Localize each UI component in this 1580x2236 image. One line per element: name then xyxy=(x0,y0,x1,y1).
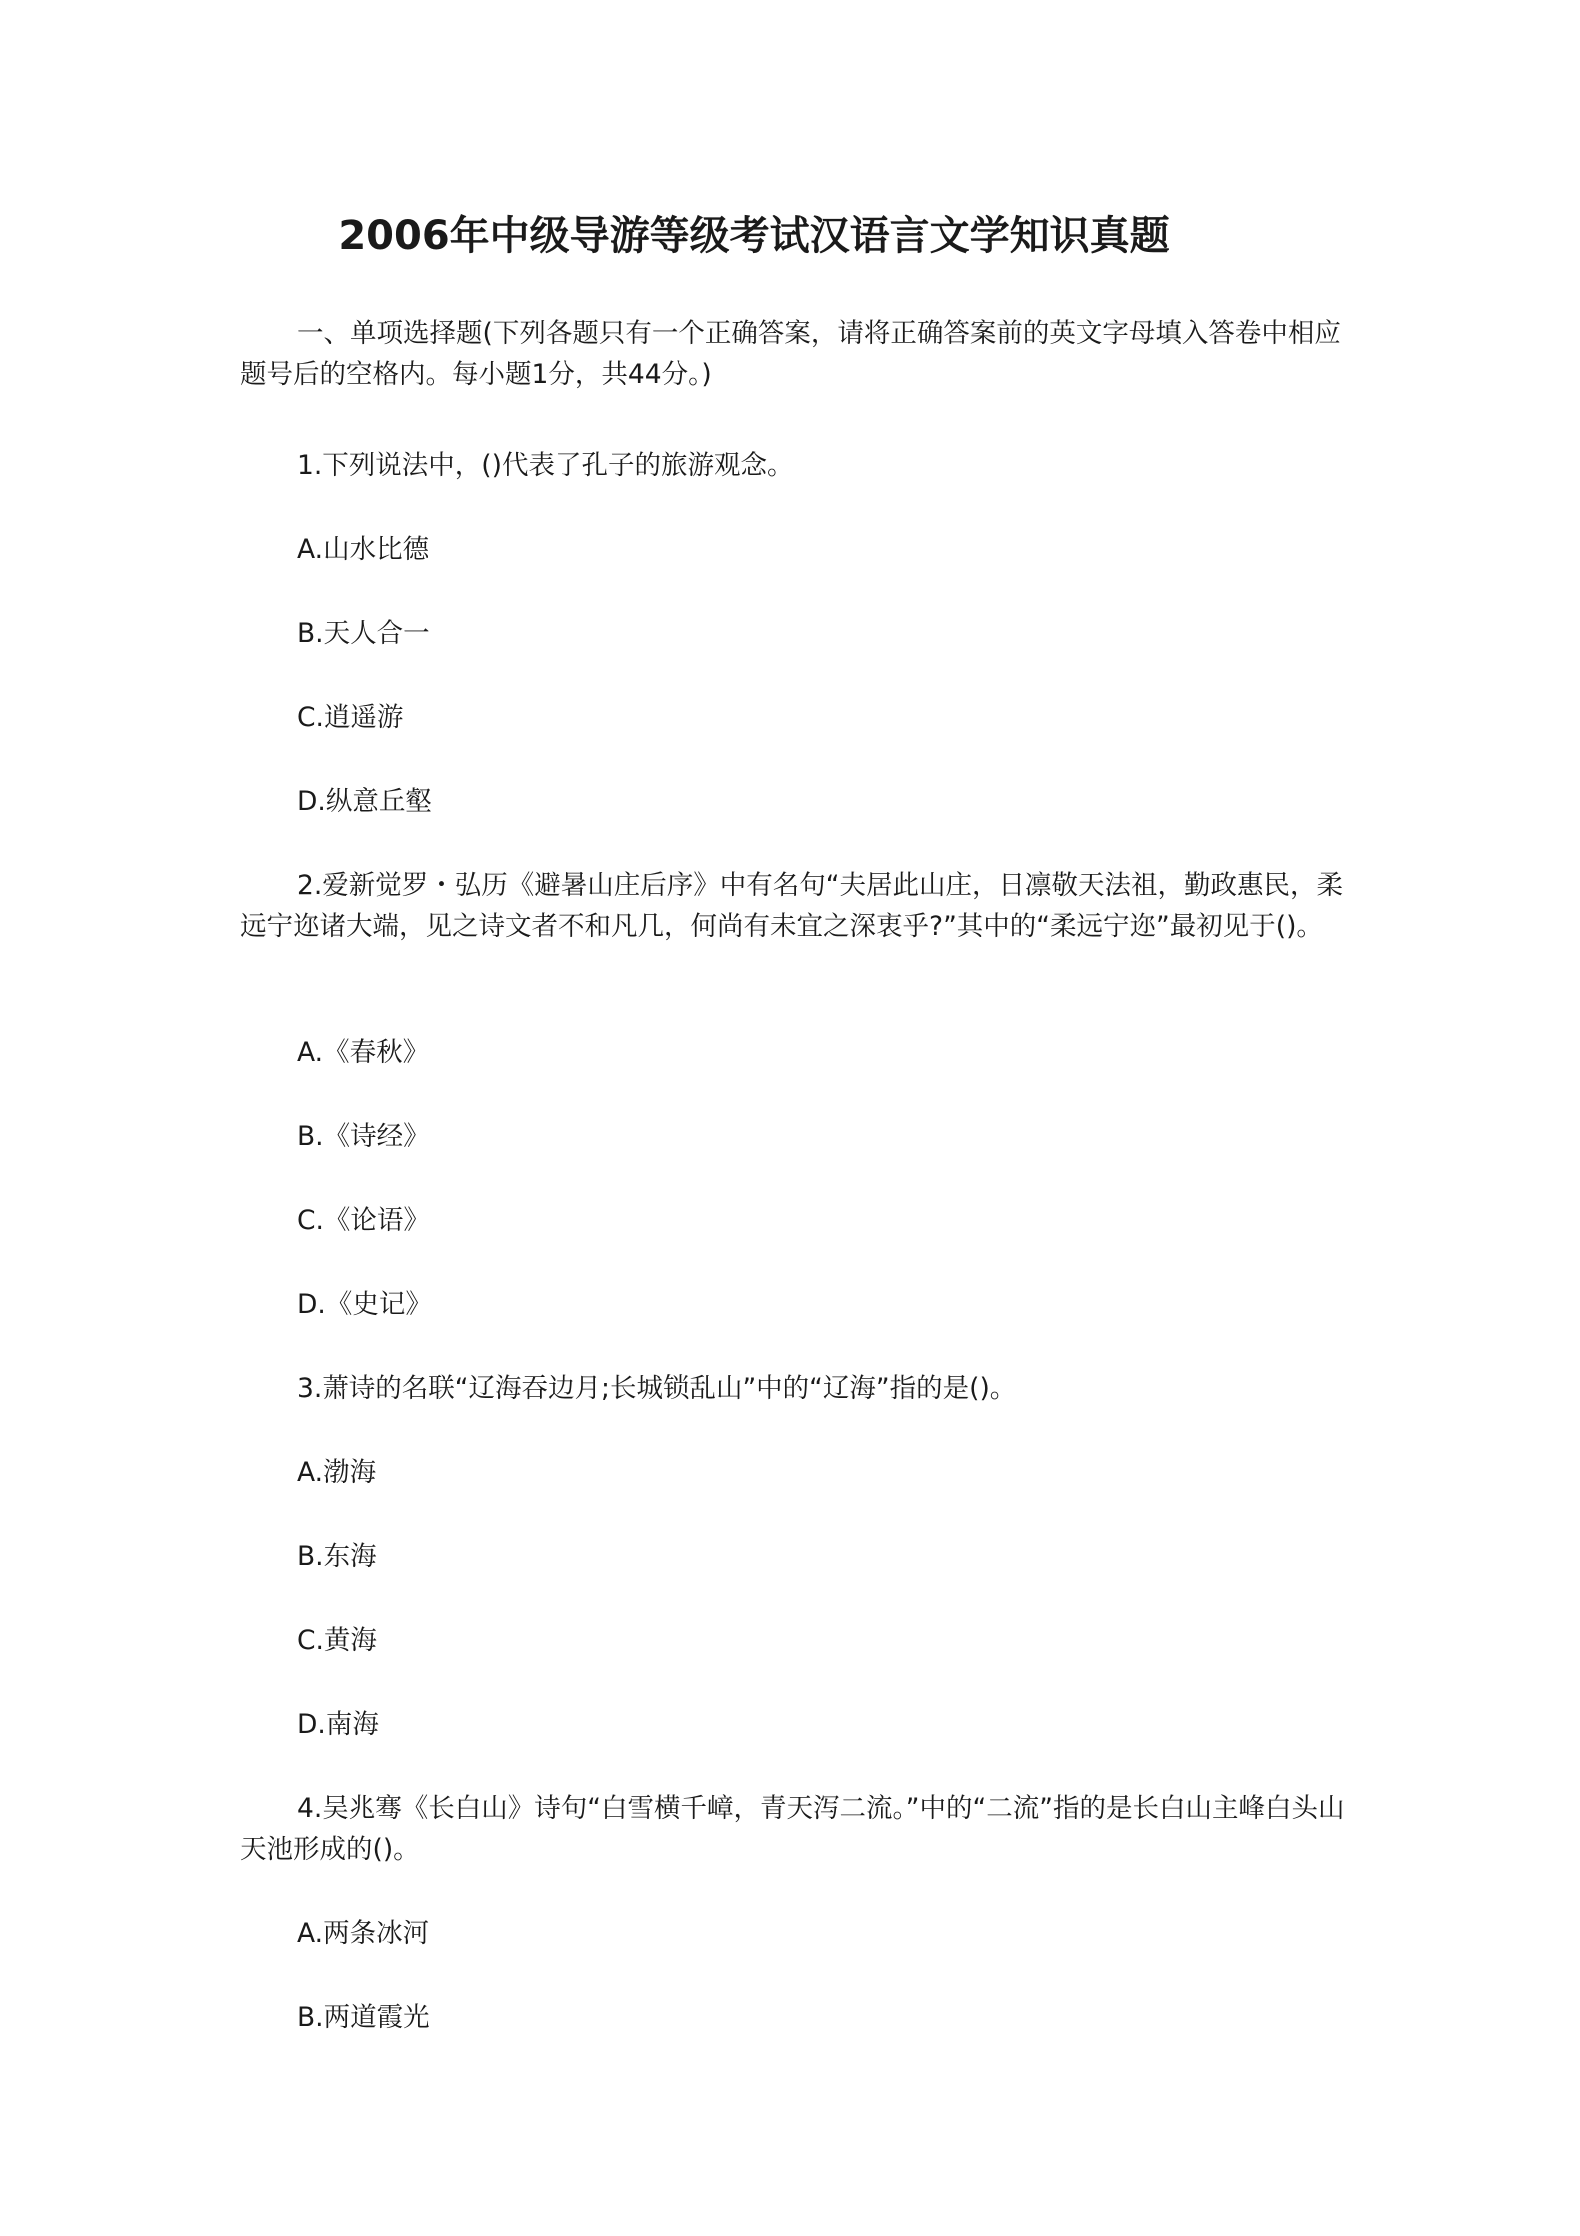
question-1-option-b: B.天人合一 xyxy=(297,618,430,649)
question-2-stem: 2.爱新觉罗・弘历《避暑山庄后序》中有名句“夫居此山庄，日凛敬天法祖，勤政惠民，柔远宁迩诸大端，见之诗文者不和凡几，何尚有未宜之深衷乎?”其中的“柔远宁迩”最初见于()。 xyxy=(240,870,1344,942)
question-4-option-a: A.两条冰河 xyxy=(297,1918,430,1949)
question-2-option-d: D.《史记》 xyxy=(297,1289,432,1320)
question-1-stem: 1.下列说法中，()代表了孔子的旅游观念。 xyxy=(297,450,794,481)
question-1-option-c: C.逍遥游 xyxy=(297,702,404,733)
question-2-option-b: B.《诗经》 xyxy=(297,1121,430,1152)
question-3-option-d: D.南海 xyxy=(297,1709,379,1740)
question-2-option-a: A.《春秋》 xyxy=(297,1037,430,1068)
question-1-option-d: D.纵意丘壑 xyxy=(297,786,432,817)
question-2-option-c: C.《论语》 xyxy=(297,1205,430,1236)
question-3-option-a: A.渤海 xyxy=(297,1457,377,1488)
question-3-option-c: C.黄海 xyxy=(297,1625,377,1656)
question-3-option-b: B.东海 xyxy=(297,1541,377,1572)
question-3-stem: 3.萧诗的名联“辽海吞边月;长城锁乱山”中的“辽海”指的是()。 xyxy=(297,1373,1017,1404)
instructions-paragraph: 一、单项选择题(下列各题只有一个正确答案，请将正确答案前的英文字母填入答卷中相应题号后的空格内。每小题1分，共44分。) xyxy=(240,318,1341,390)
question-4-stem: 4.吴兆骞《长白山》诗句“白雪横千嶂，青天泻二流。”中的“二流”指的是长白山主峰白头山天池形成的()。 xyxy=(240,1793,1345,1865)
question-4-option-b: B.两道霞光 xyxy=(297,2002,430,2033)
question-1-option-a: A.山水比德 xyxy=(297,534,430,565)
document-title: 2006年中级导游等级考试汉语言文学知识真题 xyxy=(338,213,1170,259)
